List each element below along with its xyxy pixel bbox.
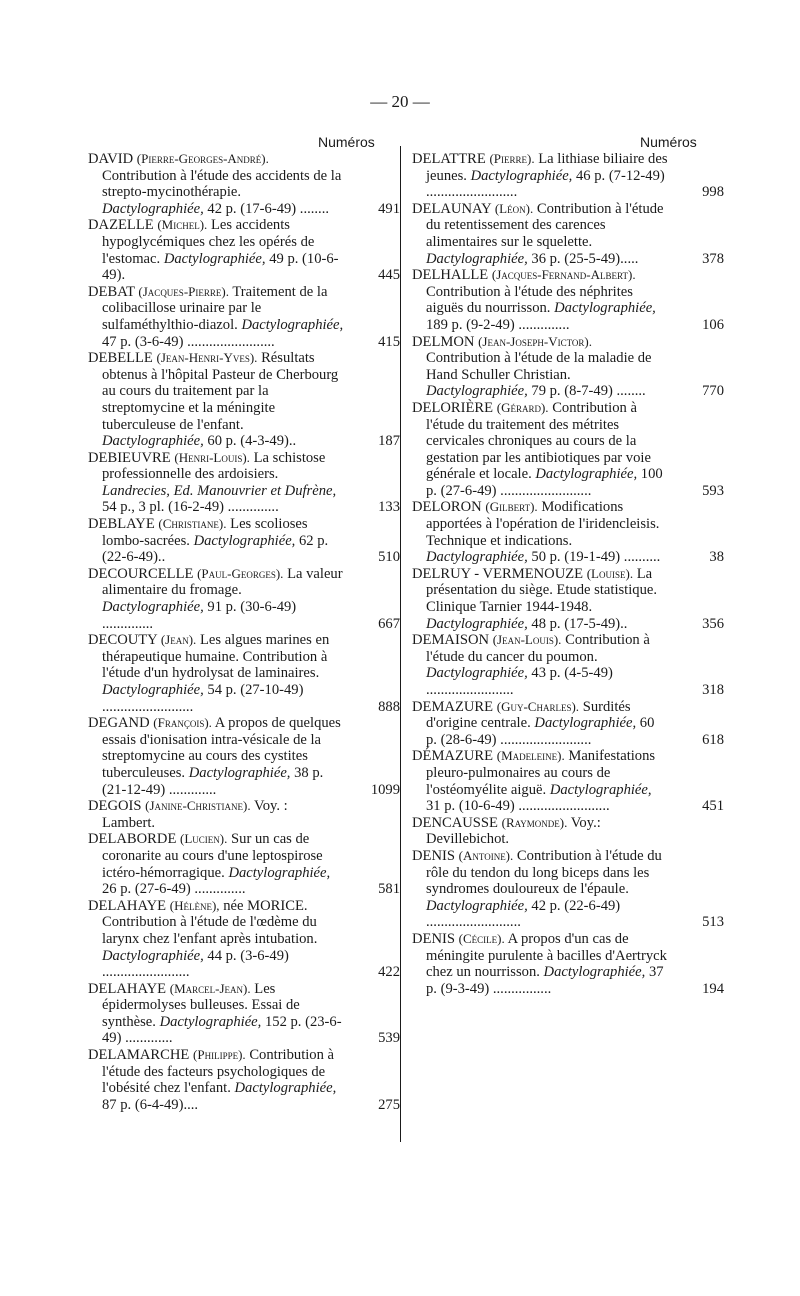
entry-publication: Dactylographiée, — [426, 897, 528, 914]
index-entry — [88, 284, 400, 350]
entry-given-names: (Jean). — [160, 632, 197, 648]
entry-title: Sur un cas de coronarite au cours d'une leptospirose ictéro-hémorragique. — [102, 831, 323, 881]
index-entry — [88, 350, 400, 450]
entry-number: 415 — [378, 333, 400, 350]
entry-given-names: (Gilbert). — [485, 499, 538, 515]
entry-details: 87 p. (6-4-49).... — [102, 1096, 199, 1113]
entry-number: 770 — [702, 383, 724, 400]
entry-name: DEBLAYE — [88, 516, 155, 533]
entry-given-names: (Janine-Christiane). — [145, 798, 251, 814]
entry-title: Résultats obtenus à l'hôpital Pasteur de Cherbourg au cours du traitement par la streptomycine et la méningite tuberculeuse de l'enfant. — [102, 350, 339, 433]
entry-number: 106 — [702, 316, 724, 333]
entry-name: DELAMARCHE — [88, 1047, 190, 1064]
index-entry — [88, 217, 400, 283]
entry-name: DÉMAZURE — [412, 748, 494, 765]
entry-name: DELAHAYE — [88, 980, 167, 997]
entry-number: 510 — [378, 549, 400, 566]
entry-name: DEMAISON — [412, 632, 490, 649]
entry-name: DEGAND — [88, 715, 150, 732]
entry-publication: Dactylographiée, — [241, 316, 344, 333]
entry-given-names: (François). — [153, 715, 212, 731]
entry-name: DAVID — [88, 151, 134, 167]
entry-details: 37 p. (9-3-49) ................ — [426, 964, 664, 997]
entry-number: 133 — [378, 499, 400, 516]
entry-publication: Dactylographiée, — [535, 466, 638, 483]
entry-name: DENIS — [412, 930, 455, 947]
entry-title: Manifestations pleuro-pulmonaires au cours de l'ostéomyélite aiguë. — [426, 748, 656, 798]
index-entry — [412, 815, 724, 848]
entry-name: DENIS — [412, 847, 455, 864]
index-entry — [88, 798, 400, 831]
entry-title: A propos de quelques essais d'ionisation intra-vésicale de la streptomycine au cours des cystites tuberculeuses. — [102, 715, 341, 781]
index-entry — [88, 981, 400, 1047]
entry-publication: Dactylographiée, — [102, 200, 204, 217]
entry-name: DECOURCELLE — [88, 565, 194, 582]
entry-given-names: (Gérard). — [496, 399, 549, 415]
entry-given-names: (Guy-Charles). — [496, 698, 580, 714]
entry-number: 513 — [702, 914, 724, 931]
entry-details: 42 p. (17-6-49) ........ — [207, 200, 329, 217]
entry-number: 491 — [378, 200, 400, 217]
index-entry — [412, 400, 724, 500]
entry-given-names: (Jean-Joseph-Victor). — [478, 333, 593, 349]
entry-given-names: (Christiane). — [158, 516, 227, 532]
index-entry — [412, 748, 724, 814]
entry-publication: Dactylographiée, — [228, 864, 331, 881]
entry-title: Voy.: Devillebichot. — [426, 814, 601, 848]
entry-details: 31 p. (10-6-49) ......................... — [426, 798, 610, 815]
index-entry — [412, 566, 724, 632]
entry-given-names: (Raymonde). — [501, 814, 568, 830]
entry-details: 60 p. (4-3-49).. — [207, 433, 297, 450]
index-entry — [412, 201, 724, 267]
entry-given-names: (Jacques-Fernand-Albert). — [491, 267, 636, 283]
entry-publication: Dactylographiée, — [426, 250, 528, 267]
entry-given-names: (Philippe). — [193, 1047, 246, 1063]
entry-publication: Dactylographiée, — [102, 433, 204, 450]
column-divider — [400, 146, 401, 1142]
entry-title: La lithiase biliaire des jeunes. — [426, 151, 668, 184]
entry-details: 79 p. (8-7-49) ........ — [531, 383, 646, 400]
entry-title: Contribution à l'étude du retentissement des carences alimentaires sur le squelette. — [426, 200, 664, 250]
entry-number: 888 — [378, 698, 400, 715]
entry-given-names: (Cécile). — [458, 930, 505, 946]
left-column — [88, 151, 400, 1113]
entry-number: 378 — [702, 250, 724, 267]
entry-publication: Dactylographiée, — [234, 1080, 337, 1097]
entry-given-names: (Paul-Georges). — [197, 565, 284, 581]
entry-number: 581 — [378, 881, 400, 898]
entry-publication: Dactylographiée, — [159, 1013, 262, 1030]
entry-given-names: (Pierre). — [489, 151, 535, 166]
entry-name: DELABORDE — [88, 831, 177, 848]
entry-details: 38 p. (21-12-49) ............. — [102, 764, 324, 798]
entry-title: Contribution à l'étude du traitement des métrites cervicales chroniques au cours de la gestation par les antibiotiques par voie générale et locale. — [426, 399, 651, 483]
entry-publication: Dactylographiée, — [163, 250, 266, 267]
index-entry — [412, 632, 724, 698]
column-header-left: Numéros — [318, 134, 375, 150]
entry-given-names: (Hélène), — [169, 897, 220, 913]
entry-details: 50 p. (19-1-49) .......... — [531, 549, 661, 566]
page-number: — 20 — — [370, 92, 430, 111]
entry-details: 100 p. (27-6-49) ......................... — [426, 466, 663, 499]
entry-title: Les épidermolyses bulleuses. Essai de synthèse. — [102, 980, 300, 1030]
entry-title: La présentation du siège. Etude statistique. Clinique Tarnier 1944-1948. — [426, 565, 658, 616]
entry-details: 54 p., 3 pl. (16-2-49) .............. — [102, 499, 279, 516]
entry-publication: Dactylographiée, — [426, 615, 528, 632]
entry-title: La valeur alimentaire du fromage. — [102, 565, 343, 599]
entry-publication: Dactylographiée, — [426, 549, 528, 566]
entry-given-names: (Marcel-Jean). — [169, 980, 251, 996]
entry-number: 38 — [709, 549, 724, 566]
index-entry — [412, 499, 724, 565]
entry-details: 152 p. (23-6-49) ............. — [102, 1013, 342, 1047]
entry-publication: Dactylographiée, — [102, 599, 204, 616]
entry-title: Contribution à l'étude des néphrites aiguës du nourrisson. — [426, 283, 633, 317]
index-entry — [88, 566, 400, 632]
entry-publication: Landrecies, Ed. Manouvrier et Dufrène, — [102, 482, 337, 499]
entry-publication: Dactylographiée, — [426, 383, 528, 400]
entry-details: 43 p. (4-5-49) ........................ — [426, 665, 613, 698]
entry-details: 46 p. (7-12-49) ......................... — [426, 167, 665, 201]
entry-publication: Dactylographiée, — [102, 947, 204, 964]
entry-number: 194 — [702, 980, 724, 997]
entry-title: née MORICE. Contribution à l'étude de l'œdème du larynx chez l'enfant après intubation. — [102, 897, 318, 947]
entry-name: DEGOIS — [88, 798, 142, 815]
entry-number: 445 — [378, 267, 400, 284]
entry-publication: Dactylographiée, — [102, 682, 204, 698]
entry-publication: Dactylographiée, — [543, 964, 646, 981]
entry-given-names: (Henri-Louis). — [174, 449, 250, 465]
entry-title: Contribution à l'étude de la maladie de Hand Schuller Christian. — [426, 350, 652, 383]
index-entry — [88, 831, 400, 897]
entry-given-names: (Louise). — [586, 565, 634, 581]
entry-given-names: (Jean-Henri-Yves). — [156, 350, 258, 366]
entry-name: DELAUNAY — [412, 200, 492, 217]
entry-given-names: (Lucien). — [180, 831, 228, 847]
entry-given-names: (Jacques-Pierre). — [138, 283, 229, 299]
entry-given-names: (Madeleine). — [496, 748, 565, 764]
entry-name: DAZELLE — [88, 217, 154, 234]
entry-title: A propos d'un cas de méningite purulente à bacilles d'Aertryck chez un nourrisson. — [426, 930, 667, 981]
entry-name: DELORIÈRE — [412, 399, 494, 416]
index-entry — [88, 632, 400, 715]
entry-title: Les accidents hypoglycémiques chez les opérés de l'estomac. — [102, 217, 315, 267]
entry-number: 998 — [702, 184, 724, 201]
entry-number: 318 — [702, 682, 724, 698]
index-entry — [412, 699, 724, 749]
entry-number: 356 — [702, 615, 724, 632]
entry-details: 42 p. (22-6-49) .......................... — [426, 897, 621, 931]
entry-name: DELORON — [412, 499, 482, 516]
entry-number: 1099 — [370, 781, 400, 798]
entry-number: 667 — [378, 615, 400, 632]
entry-name: DENCAUSSE — [412, 814, 498, 831]
entry-number: 618 — [702, 731, 724, 748]
entry-title: Contribution à l'étude du cancer du poumon. — [426, 632, 650, 665]
entry-name: DEBAT — [88, 283, 135, 300]
entry-details: 91 p. (30-6-49) .............. — [102, 599, 297, 632]
entry-number: 451 — [702, 798, 724, 815]
entry-name: DECOUTY — [88, 632, 158, 649]
index-entry — [88, 151, 400, 217]
entry-details: 36 p. (25-5-49)..... — [531, 250, 639, 267]
entry-number: 593 — [702, 482, 724, 499]
entry-name: DEBIEUVRE — [88, 449, 171, 466]
entry-name: DELRUY - VERMENOUZE — [412, 565, 584, 582]
entry-title: Traitement de la colibacillose urinaire par le sulfaméthylthio-diazol. — [102, 283, 328, 333]
entry-publication: Dactylographiée, — [534, 715, 637, 732]
entry-name: DELAHAYE — [88, 897, 167, 914]
entry-details: 54 p. (27-10-49) ......................... — [102, 682, 304, 715]
entry-name: DELATTRE — [412, 151, 486, 167]
entry-details: 47 p. (3-6-49) ........................ — [102, 333, 275, 350]
entry-details: 48 p. (17-5-49).. — [531, 615, 628, 632]
entry-title: Les algues marines en thérapeutique humaine. Contribution à l'étude d'un hydrolysat de laminaires. — [102, 632, 330, 682]
right-column — [412, 151, 724, 997]
index-entry — [412, 151, 724, 201]
entry-title: Contribution à l'étude des accidents de la strepto-mycinothérapie. — [102, 167, 342, 201]
entry-details: 189 p. (9-2-49) .............. — [426, 316, 570, 333]
entry-title: Surdités d'origine centrale. — [426, 698, 631, 732]
entry-given-names: (Jean-Louis). — [492, 632, 562, 648]
entry-number: 422 — [378, 964, 400, 981]
index-entry — [88, 1047, 400, 1113]
entry-title: Voy. : Lambert. — [102, 798, 288, 831]
index-entry — [412, 848, 724, 931]
index-entry — [88, 715, 400, 798]
index-entry — [88, 516, 400, 566]
entry-number: 187 — [378, 433, 400, 450]
entry-name: DELMON — [412, 333, 475, 350]
entry-given-names: (Michel). — [157, 217, 208, 233]
entry-number: 539 — [378, 1030, 400, 1047]
entry-given-names: (Léon). — [494, 200, 534, 216]
index-entry — [412, 931, 724, 997]
entry-title: Contribution à l'étude du rôle du tendon du long biceps dans les syndromes douloureux de l'épaule. — [426, 847, 662, 898]
entry-given-names: (Pierre-Georges-André). — [136, 151, 269, 166]
entry-details: 44 p. (3-6-49) ........................ — [102, 947, 289, 981]
entry-number: 275 — [378, 1096, 400, 1113]
entry-name: DEBELLE — [88, 350, 153, 367]
entry-details: 62 p. (22-6-49).. — [102, 532, 329, 566]
entry-title: Les scolioses lombo-sacrées. — [102, 516, 308, 549]
entry-details: 60 p. (28-6-49) ......................... — [426, 715, 655, 748]
entry-name: DEMAZURE — [412, 698, 494, 715]
index-entry — [88, 450, 400, 516]
entry-publication: Dactylographiée, — [549, 781, 652, 798]
index-entry — [412, 334, 724, 400]
entry-given-names: (Antoine). — [458, 847, 514, 863]
entry-details: 49 p. (10-6-49). — [102, 250, 339, 284]
entry-title: Contribution à l'étude des facteurs psychologiques de l'obésité chez l'enfant. — [102, 1047, 335, 1097]
entry-publication: Dactylographiée, — [188, 764, 291, 781]
entry-publication: Dactylographiée, — [554, 300, 656, 317]
entry-name: DELHALLE — [412, 267, 489, 284]
entry-publication: Dactylographiée, — [193, 532, 296, 549]
index-entry — [88, 898, 400, 981]
index-entry — [412, 267, 724, 333]
entry-publication: Dactylographiée, — [470, 167, 573, 184]
entry-publication: Dactylographiée, — [426, 665, 528, 682]
entry-title: La schistose professionnelle des ardoisiers. — [102, 449, 326, 483]
entry-title: Modifications apportées à l'opération de l'iridencleisis. Technique et indications. — [426, 499, 660, 549]
column-header-right: Numéros — [640, 134, 697, 150]
entry-details: 26 p. (27-6-49) .............. — [102, 881, 246, 898]
